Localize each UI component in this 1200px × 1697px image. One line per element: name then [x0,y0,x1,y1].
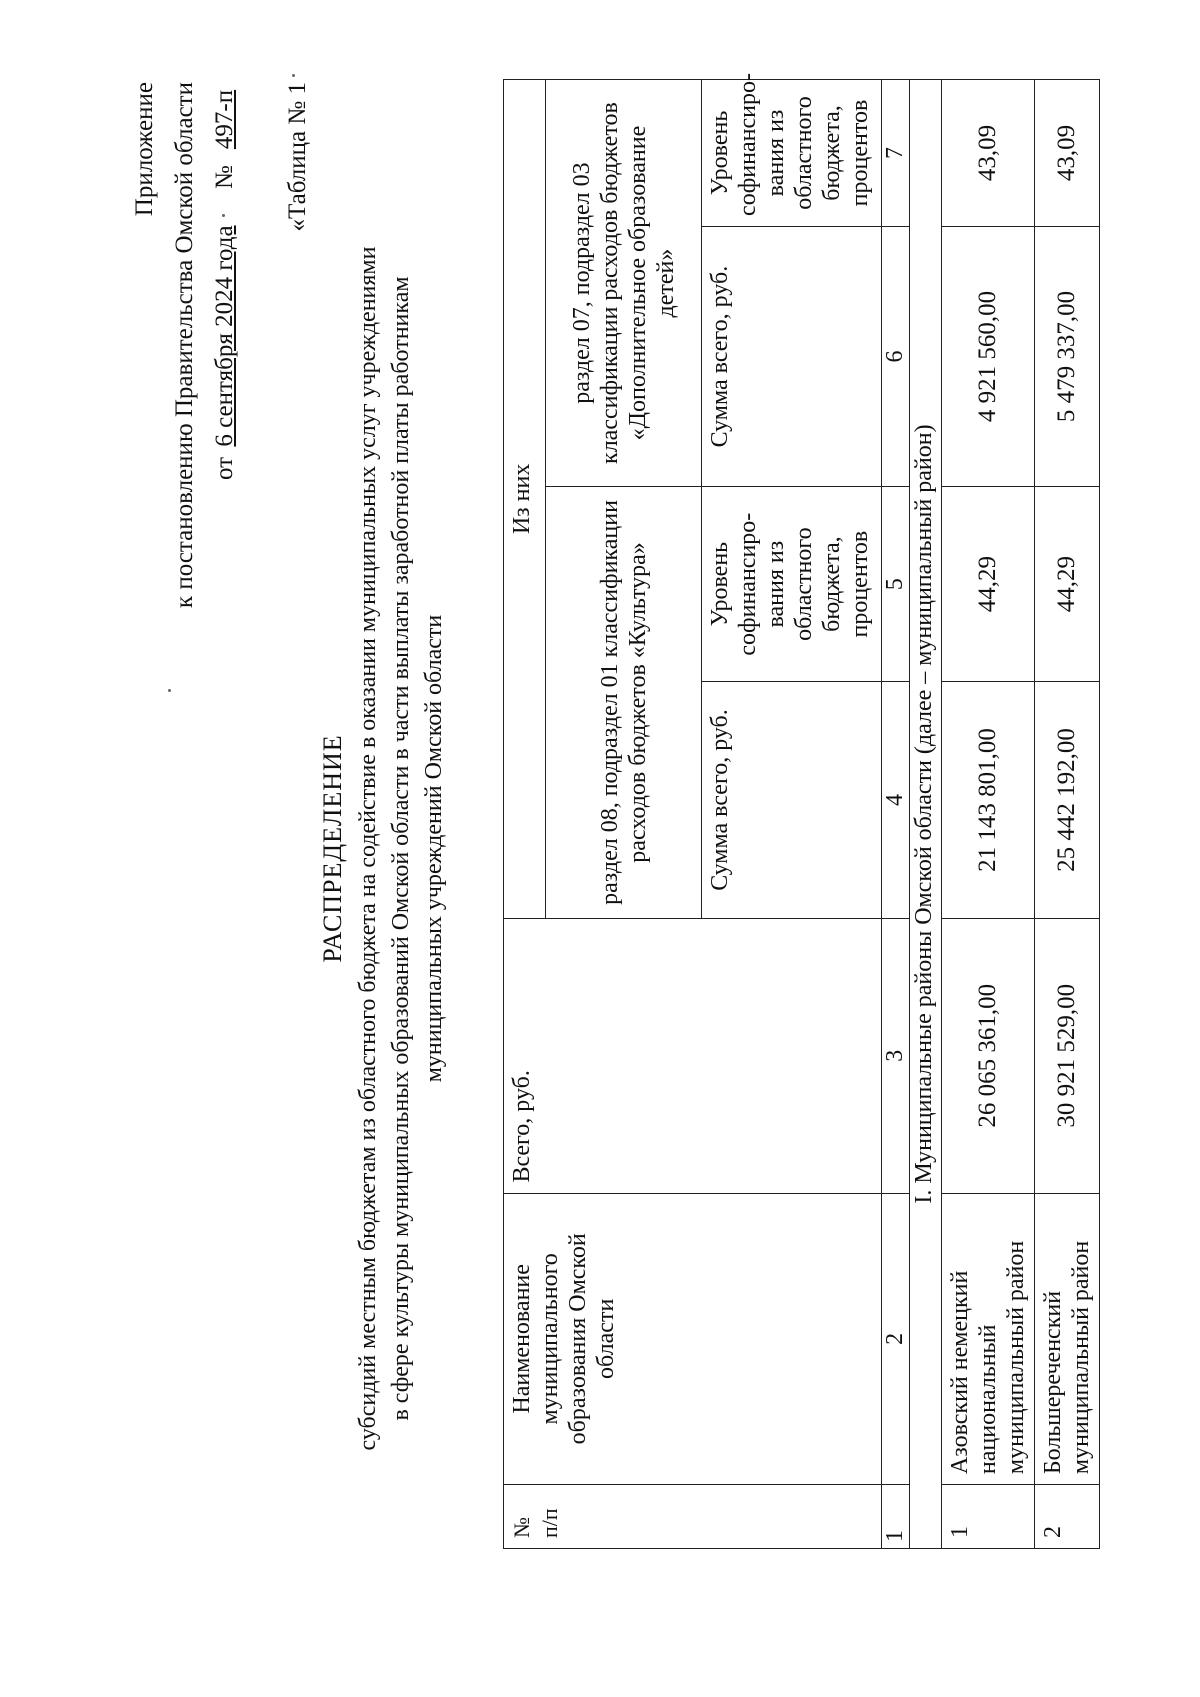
table-row [942,80,1035,1549]
header-group-culture: раздел 08, подраздел 01 классификации расходов бюджетов «Культура» [546,487,702,919]
row-sum-culture: 21 143 801,00 [942,682,1035,919]
scan-speck [222,214,225,217]
row-name: Азовский немецкий национальный муниципальный район [942,1193,1035,1485]
row-level-education: 43,09 [1035,80,1100,227]
row-sum-education: 5 479 337,00 [1035,226,1100,486]
row-num: 1 [942,1485,1035,1549]
header-num: № п/п [504,1485,882,1549]
header-level-1: Уровень софинансиро-вания из областного бюджета, процентов [702,487,882,682]
row-sum-education: 4 921 560,00 [942,226,1035,486]
header-sum-2: Сумма всего, руб. [702,226,882,486]
row-sum-culture: 25 442 192,00 [1035,682,1100,919]
number-value: 497-п [211,89,238,150]
date-prefix: от [211,456,238,480]
column-number: 5 [882,487,910,682]
number-prefix: № [211,165,238,189]
column-number: 6 [882,226,910,486]
row-name: Большереченский муниципальный район [1035,1193,1100,1485]
column-number: 2 [882,1193,910,1485]
date-value: 6 сентября 2024 года [211,225,238,447]
header-name: Наименование муниципального образования Омской области [504,1193,882,1485]
appendix-label: Приложение [131,82,158,217]
column-number: 3 [882,918,910,1193]
row-level-culture: 44,29 [942,487,1035,682]
resolution-line: к постановлению Правительства Омской области [171,82,198,609]
section-title: I. Муниципальные районы Омской области (далее – муниципальный район) [910,80,942,1549]
scan-speck [168,689,171,692]
column-number: 1 [882,1485,910,1549]
row-level-education: 43,09 [942,80,1035,227]
scan-speck [292,74,295,77]
table-number-label: «Таблица № 1 [284,82,311,232]
column-number: 4 [882,682,910,919]
column-number: 7 [882,80,910,227]
header-of-which: Из них [504,80,546,919]
document-title: РАСПРЕДЕЛЕНИЕ [318,734,347,963]
header-group-education: раздел 07, подраздел 03 классификации расходов бюджетов «Дополнительное образование детей» [546,80,702,487]
header-level-2: Уровень софинансиро-вания из областного бюджета, процентов [702,80,882,227]
distribution-table [503,73,1100,1549]
table-row [1035,80,1100,1549]
row-num: 2 [1035,1485,1100,1549]
row-total: 30 921 529,00 [1035,918,1100,1193]
row-total: 26 065 361,00 [942,918,1035,1193]
document-subtitle [352,0,451,1697]
header-row [504,80,546,1549]
column-numbers-row [882,80,910,1549]
section-row [910,80,942,1549]
subtitle-line: субсидий местным бюджетам из областного бюджета на содействие в оказании муниципальных услуг учреждениями [355,246,381,1451]
header-total: Всего, руб. [504,918,882,1193]
subtitle-line: в сфере культуры муниципальных образований Омской области в части выплаты заработной платы работникам [388,276,414,1421]
header-sum-1: Сумма всего, руб. [702,682,882,919]
row-level-culture: 44,29 [1035,487,1100,682]
subtitle-line: муниципальных учреждений Омской области [421,614,447,1083]
